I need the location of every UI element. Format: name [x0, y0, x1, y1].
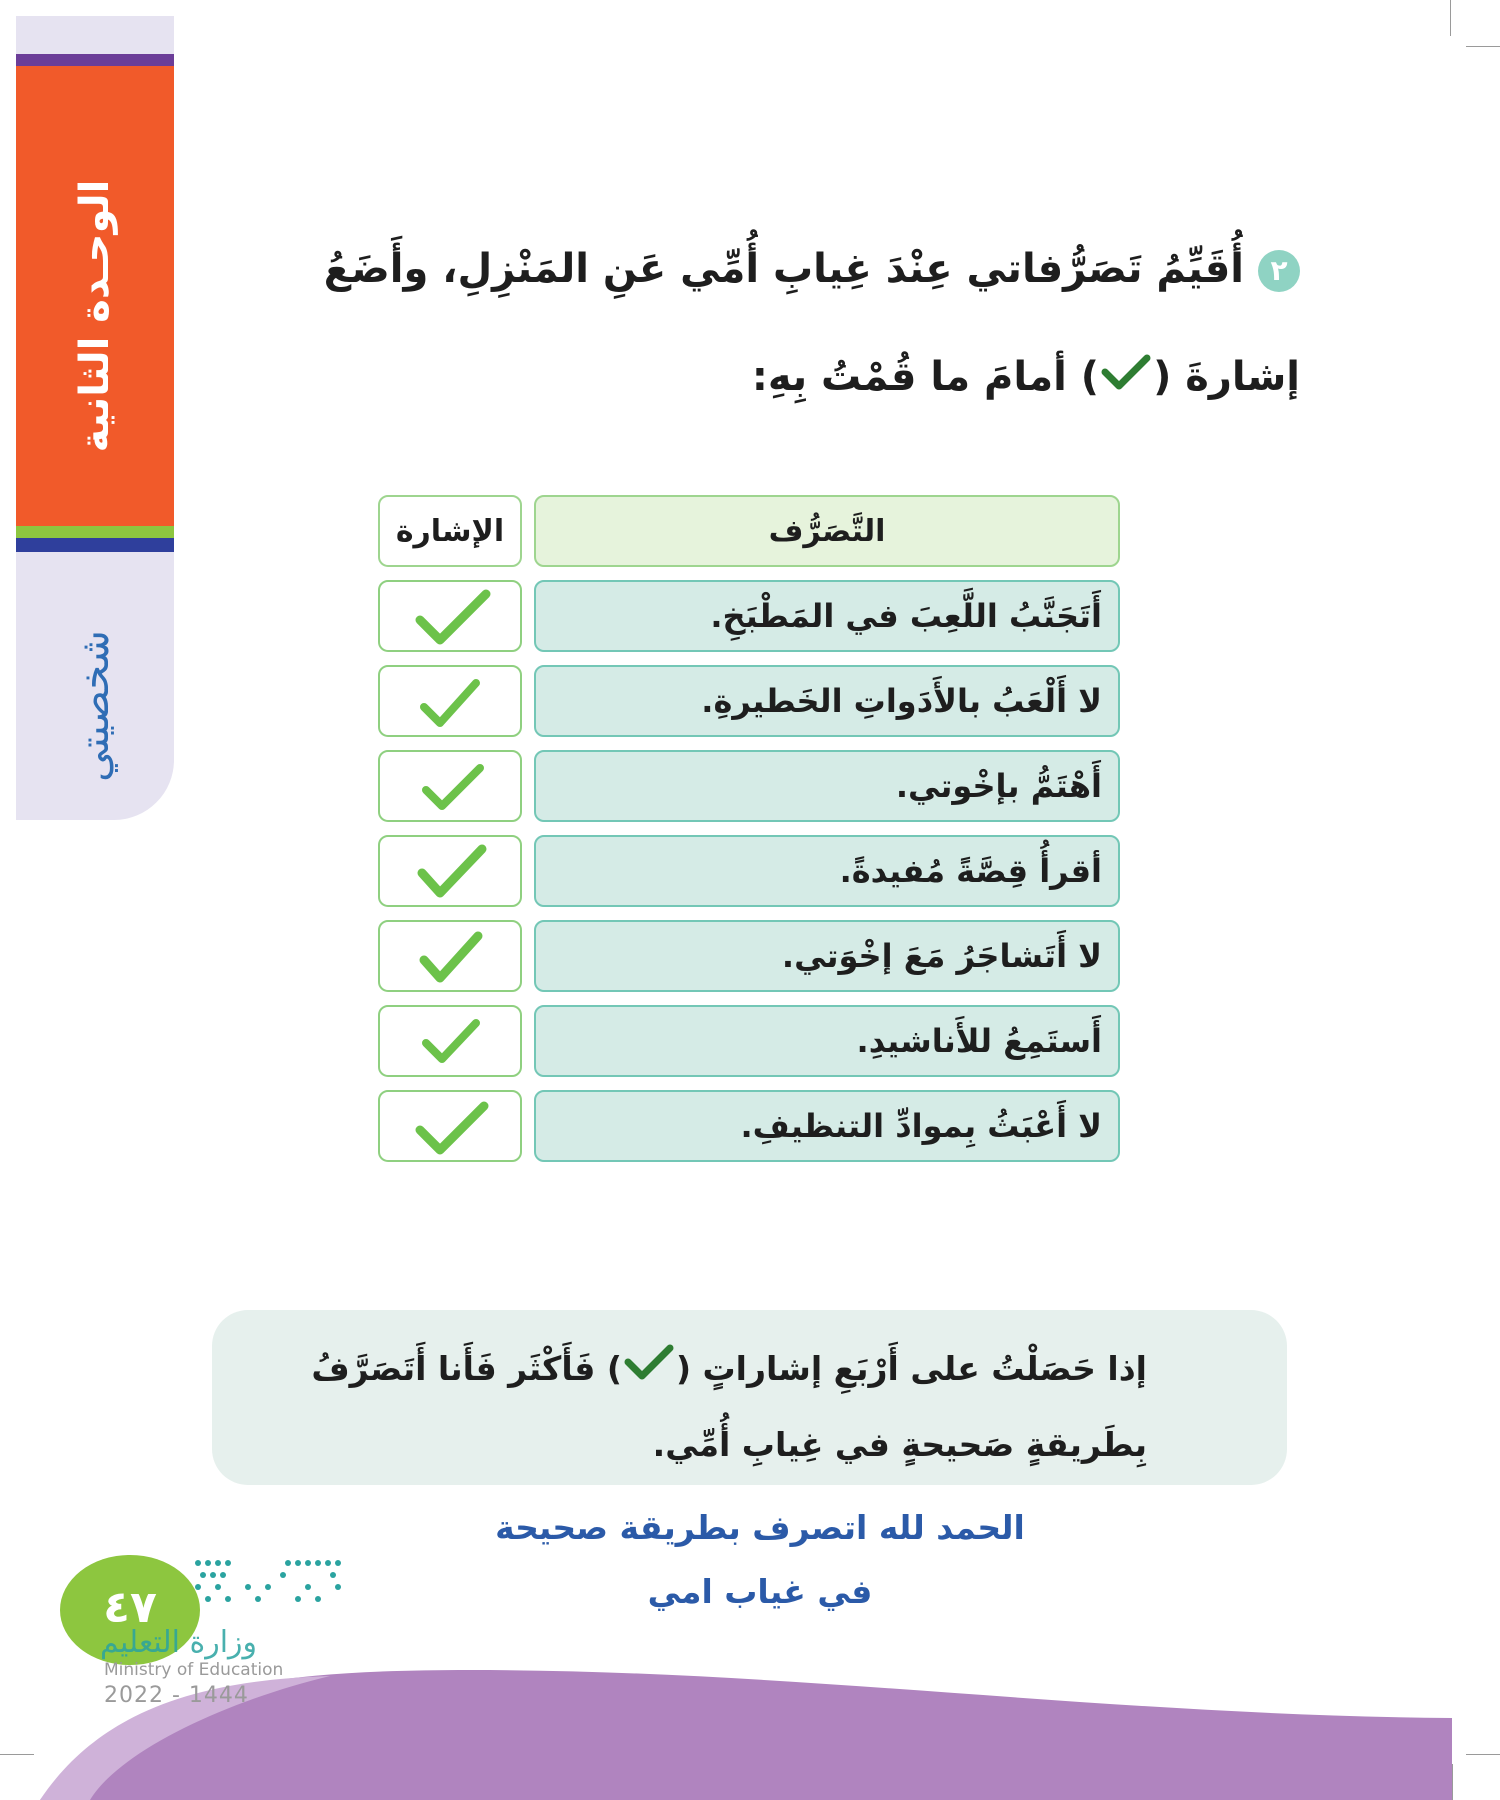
ministry-logo-dots-icon: [188, 1555, 358, 1615]
table-row-action: [534, 750, 1120, 822]
table-row-action-text: أَهْتَمُّ بإخْوتي.: [895, 767, 1102, 805]
table-row-action: [534, 1090, 1120, 1162]
table-row-action: [534, 835, 1120, 907]
check-mark-icon: [410, 841, 494, 905]
check-mark-icon: [1099, 325, 1153, 433]
table-row-action: [534, 1005, 1120, 1077]
unit-label: الوحـدة الثانية: [72, 179, 118, 453]
page-number: ٤٧: [103, 1582, 157, 1633]
note-text-after: ) فَأَكْثَر فَأَنا أَتَصَرَّفُ بِطَريقةٍ صَحيحةٍ في غِيابِ أُمِّي.: [311, 1349, 1147, 1464]
ministry-name-english: Ministry of Education: [104, 1660, 284, 1680]
check-mark-icon: [410, 756, 494, 820]
unit-side-tab: [16, 16, 174, 820]
table-row-action-text: أَتَجَنَّبُ اللَّعِبَ في المَطْبَخِ.: [710, 597, 1102, 635]
topic-label: شخصيتي: [72, 630, 118, 782]
check-mark-icon: [410, 1096, 494, 1160]
crop-mark: [1450, 0, 1451, 36]
table-row-checkbox[interactable]: [378, 1005, 522, 1077]
table-row-checkbox[interactable]: [378, 1090, 522, 1162]
note-text-before: إذا حَصَلْتُ على أَرْبَعِ إشاراتٍ (: [675, 1349, 1147, 1388]
question-text-after: ) أمامَ ما قُمْتُ بِهِ:: [751, 354, 1100, 400]
table-row-action: [534, 920, 1120, 992]
table-row-action: [534, 665, 1120, 737]
conclusion-note: [212, 1310, 1287, 1485]
table-header-mark: [378, 495, 522, 567]
table-row-checkbox[interactable]: [378, 580, 522, 652]
check-mark-icon: [410, 1011, 494, 1075]
table-row-action-text: أَستَمِعُ للأَناشيدِ.: [856, 1022, 1102, 1060]
table-header-action-label: التَّصَرُّف: [768, 513, 886, 549]
check-mark-icon: [410, 586, 494, 650]
table-row-action-text: لا أَتَشاجَرُ مَعَ إخْوَتي.: [781, 937, 1102, 975]
table-row-action-text: لا أَلْعَبُ بالأَدَواتِ الخَطيرةِ.: [701, 682, 1102, 720]
table-header-action: [534, 495, 1120, 567]
table-row-checkbox[interactable]: [378, 665, 522, 737]
question-text: [250, 215, 1300, 433]
table-header-mark-label: الإشارة: [395, 513, 505, 549]
table-row-action-text: أقرأُ قِصَّةً مُفيدةً.: [839, 852, 1102, 890]
edition-year: 2022 - 1444: [104, 1683, 249, 1708]
check-mark-icon: [622, 1334, 676, 1408]
question-number-badge: ٢: [1258, 250, 1300, 292]
side-tab-blue-band: [16, 538, 174, 552]
table-row-action: [534, 580, 1120, 652]
table-row-checkbox[interactable]: [378, 920, 522, 992]
check-mark-icon: [410, 926, 494, 990]
table-row-action-text: لا أَعْبَثُ بِموادِّ التنظيفِ.: [740, 1107, 1102, 1145]
table-row-checkbox[interactable]: [378, 835, 522, 907]
table-row-checkbox[interactable]: [378, 750, 522, 822]
question-text-before: أُقَيِّمُ تَصَرُّفاتي عِنْدَ غِيابِ أُمِّي عَنِ المَنْزِلِ، وأَضَعُ إشارةَ (: [323, 246, 1300, 400]
ministry-name-arabic: وزارة التعليم: [100, 1625, 258, 1660]
student-answer-line-2: في غياب امي: [647, 1572, 873, 1611]
student-answer-line-1: الحمد لله اتصرف بطريقة صحيحة: [495, 1508, 1025, 1547]
check-mark-icon: [410, 671, 494, 735]
crop-mark: [1466, 46, 1500, 47]
